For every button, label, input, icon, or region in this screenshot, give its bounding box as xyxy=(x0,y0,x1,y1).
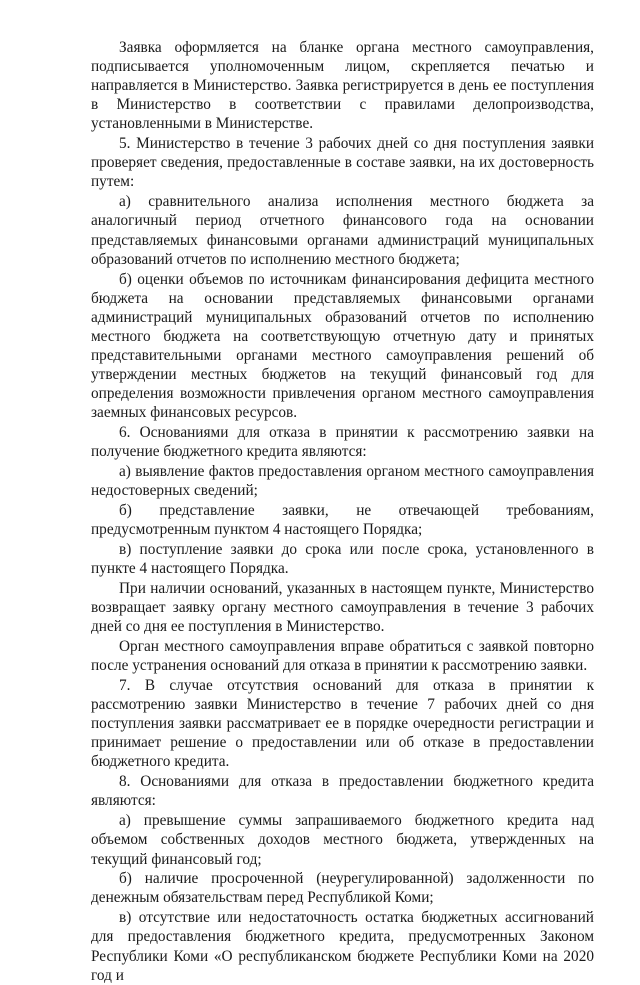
paragraph-application-form: Заявка оформляется на бланке органа местного самоуправления, подписывается уполномоченным лицом, скрепляется печатью и направляется в Министерство. Заявка регистрируется в день ее поступления в Министерство в соответствии с правилами делопроизводства, установленными в Министерстве. xyxy=(91,39,594,133)
paragraph-clause-5b: б) оценки объемов по источникам финансирования дефицита местного бюджета на основании представляемых финансовыми органами администраций муниципальных образований отчетов по исполнению местного бюджета на соответствующую отчетную дату и принятых представительными органами местного самоуправления решений об утверждении местных бюджетов на текущий финансовый год для определения возможности привлечения органом местного самоуправления заемных финансовых ресурсов. xyxy=(91,270,594,422)
paragraph-clause-5a: а) сравнительного анализа исполнения местного бюджета за аналогичный период отчетного финансового года на основании представляемых финансовыми органами администраций муниципальных образований отчетов по исполнению местного бюджета; xyxy=(91,193,594,268)
paragraph-repeat-application: Орган местного самоуправления вправе обратиться с заявкой повторно после устранения оснований для отказа в принятии к рассмотрению заявки. xyxy=(91,638,594,675)
paragraph-return-application: При наличии оснований, указанных в настоящем пункте, Министерство возвращает заявку органу местного самоуправления в течение 3 рабочих дней со дня ее поступления в Министерство. xyxy=(91,580,594,636)
paragraph-clause-8a: а) превышение суммы запрашиваемого бюджетного кредита над объемом собственных доходов местного бюджета, утвержденных на текущий финансовый год; xyxy=(91,812,594,868)
paragraph-clause-8: 8. Основаниями для отказа в предоставлении бюджетного кредита являются: xyxy=(91,773,594,810)
paragraph-clause-6v: в) поступление заявки до срока или после срока, установленного в пункте 4 настоящего Порядка. xyxy=(91,541,594,578)
paragraph-clause-7: 7. В случае отсутствия оснований для отказа в принятии к рассмотрению заявки Министерство в течение 7 рабочих дней со дня поступления заявки рассматривает ее в порядке очередности регистрации и принимает решение о предоставлении или об отказе в предоставлении бюджетного кредита. xyxy=(91,677,594,771)
paragraph-clause-6b: б) представление заявки, не отвечающей требованиям, предусмотренным пунктом 4 настоящего Порядка; xyxy=(91,502,594,539)
paragraph-clause-5: 5. Министерство в течение 3 рабочих дней со дня поступления заявки проверяет сведения, предоставленные в составе заявки, на их достоверность путем: xyxy=(91,135,594,191)
document-body xyxy=(91,38,594,985)
paragraph-clause-6a: а) выявление фактов предоставления органом местного самоуправления недостоверных сведений; xyxy=(91,463,594,500)
paragraph-clause-6: 6. Основаниями для отказа в принятии к рассмотрению заявки на получение бюджетного кредита являются: xyxy=(91,424,594,461)
paragraph-clause-8b: б) наличие просроченной (неурегулированной) задолженности по денежным обязательствам перед Республикой Коми; xyxy=(91,870,594,907)
paragraph-clause-8v: в) отсутствие или недостаточность остатка бюджетных ассигнований для предоставления бюджетного кредита, предусмотренных Законом Республики Коми «О республиканском бюджете Республики Коми на 2020 год и xyxy=(91,909,594,984)
